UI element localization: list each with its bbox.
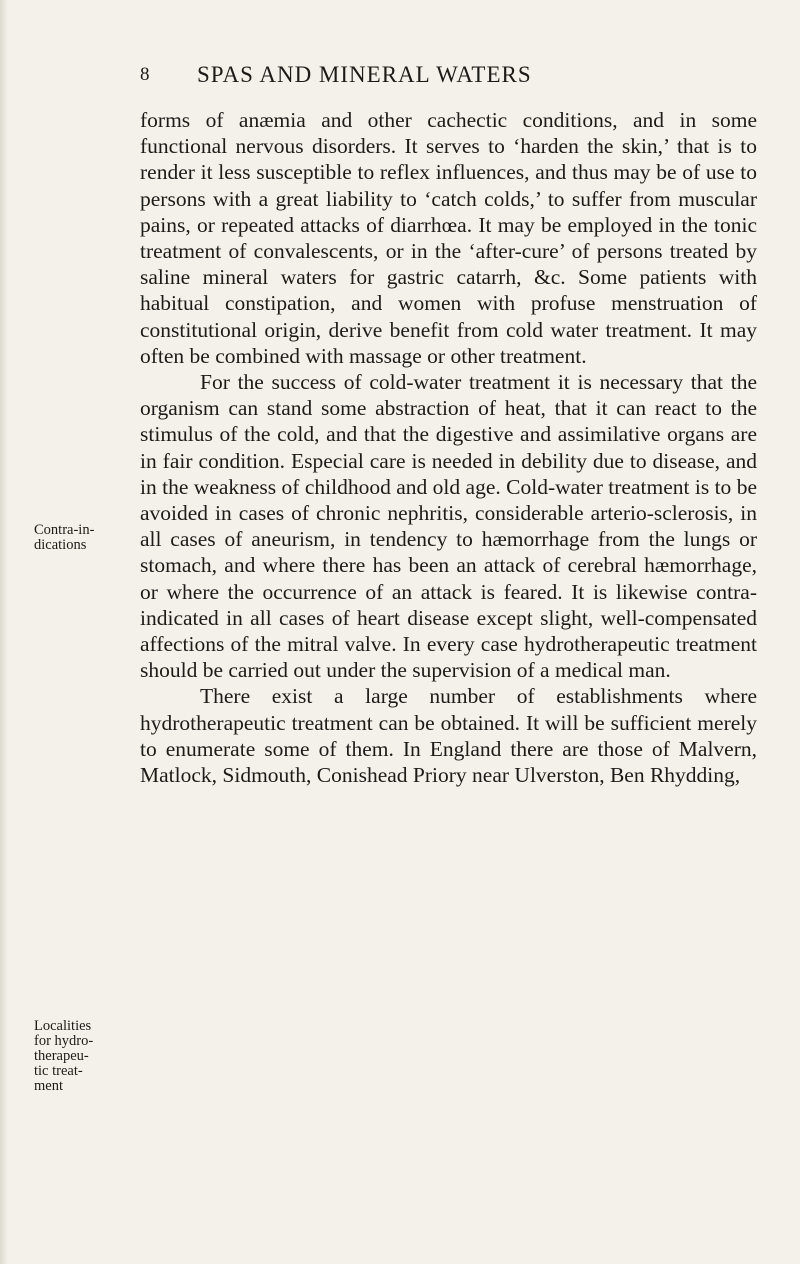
paragraph-continuation: forms of anæmia and other cachectic conditions, and in some functional nervous disorders. It serves to ‘harden the skin,’ that is to render it less susceptible to reflex influences, and thus may be of use to persons with a great liability to ‘catch colds,’ to suffer from muscular pains, or repeated attacks of diarrhœa. It may be employed in the tonic treatment of convalescents, or in the ‘after-cure’ of persons treated by saline mineral waters for gastric catarrh, &c. Some patients with habitual constipation, and women with profuse menstruation of constitutional origin, derive benefit from cold water treatment. It may often be combined with massage or other treatment.	[140, 108, 757, 368]
paragraph-localities: There exist a large number of establishments where hydrotherapeutic treatment can be obtained. It will be sufficient merely to enumerate some of them. In England there are those of Malvern, Matlock, Sidmouth, Conishead Priory near Ulverston, Ben Rhydding,	[140, 684, 757, 788]
page-edge-shadow	[0, 0, 8, 1264]
running-title: SPAS AND MINERAL WATERS	[197, 62, 532, 87]
paragraph-contraindications: For the success of cold-water treatment it is necessary that the organism can stand some abstraction of heat, that it can react to the stimulus of the cold, and that the digestive and assimilative organs are in fair condition. Especial care is needed in debility due to disease, and in the weakness of childhood and old age. Cold-water treatment is to be avoided in cases of chronic nephritis, considerable arterio-sclerosis, in all cases of aneurism, in tendency to hæmorrhage from the lungs or stomach, and where there has been an attack of cerebral hæmorrhage, or where the occurrence of an attack is feared. It is likewise contra-indicated in all cases of heart disease except slight, well-compensated affections of the mitral valve. In every case hydrotherapeutic treatment should be carried out under the supervision of a medical man.	[140, 370, 757, 683]
page-number: 8	[140, 64, 150, 85]
margin-note-contraindications: Contra-in- dications	[34, 522, 95, 553]
body-text	[140, 107, 757, 788]
margin-note-localities: Localities for hydro- therapeu- tic treat- ment	[34, 1018, 94, 1094]
